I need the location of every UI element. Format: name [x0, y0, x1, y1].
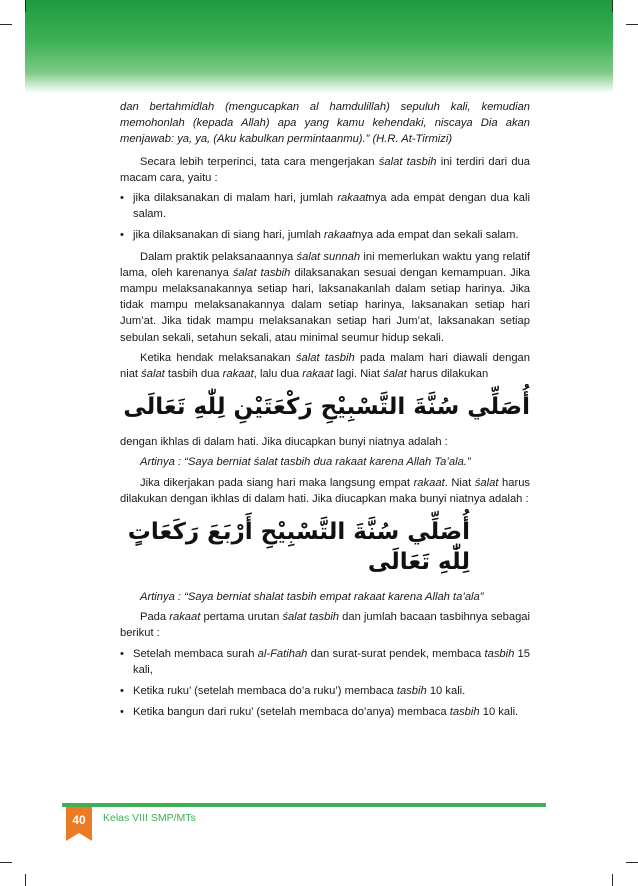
crop-mark: [25, 0, 26, 12]
paragraph-practice: Dalam praktik pelaksanaannya śalat sunnah ini memerlukan waktu yang relatif lama, oleh karenanya śalat tasbih dilaksanakan sesuai dengan kemampuan. Jika mampu melaksanakannya setiap hari, laksanakanlah dalam setiap harinya. Jika tidak mampu melaksanakannya dalam setiap harinya, laksanakan setiap hari Jum’at. Jika tidak mampu melaksanakan setiap hari Jum’at, laksanakan setiap sebulan sekali, setahun sekali, atau minimal seumur hidup sekali.: [120, 250, 531, 344]
crop-mark: [0, 24, 12, 25]
header-band: [25, 0, 613, 93]
paragraph-order: Pada rakaat pertama urutan śalat tasbih dan jumlah bacaan tasbihnya sebagai berikut :: [120, 611, 531, 640]
paragraph-sincerity: dengan ikhlas di dalam hati. Jika diucapkan bunyi niatnya adalah :: [120, 436, 448, 449]
paragraph-daytime: Jika dikerjakan pada siang hari maka langsung empat rakaat. Niat śalat harus dilakukan dengan ikhlas di dalam hati. Jika diucapkan maka bunyi niatnya adalah :: [120, 476, 531, 505]
arabic-niat-four-rakaat: أُصَلِّي سُنَّةَ التَّسْبِيْحِ أَرْبَعَ رَكَعَاتٍ لِلّٰهِ تَعَالَى: [127, 519, 470, 576]
crop-mark: [0, 862, 12, 863]
translation-two-rakaat: Artinya : “Saya berniat śalat tasbih dua rakaat karena Allah Ta’ala.”: [140, 456, 471, 469]
footer-label: Kelas VIII SMP/MTs: [103, 812, 196, 824]
translation-four-rakaat: Artinya : “Saya berniat shalat tasbih empat rakaat karena Allah ta’ala”: [140, 591, 484, 604]
hadith-quote: dan bertahmidlah (mengucapkan al hamdulillah) sepuluh kali, kemudian memohonlah (kepada Allah) apa yang kamu kehendaki, niscaya Dia akan menjawab: ya, ya, (Aku kabulkan permintaanmu).” (H.R. At-Tirmizi): [120, 101, 530, 146]
crop-mark: [612, 0, 613, 12]
footer-rule: [62, 803, 546, 807]
arabic-niat-two-rakaat: أُصَلِّي سُنَّةَ التَّسْبِيْحِ رَكْعَتَيْنِ لِلّٰهِ تَعَالَى: [123, 394, 530, 421]
crop-mark: [612, 874, 613, 886]
page-body: [120, 99, 530, 725]
paragraph-intro: Secara lebih terperinci, tata cara mengerjakan śalat tasbih ini terdiri dari dua macam cara, yaitu :: [120, 155, 531, 184]
paragraph-intention: Ketika hendak melaksanakan śalat tasbih pada malam hari diawali dengan niat śalat tasbih dua rakaat, lalu dua rakaat lagi. Niat śalat harus dilakukan: [120, 351, 531, 381]
list-item-day: • jika dilaksanakan di siang hari, jumlah rakaatnya ada empat dan sekali salam.: [120, 229, 519, 242]
list-item-after-fatihah: • Setelah membaca surah al-Fatihah dan surat-surat pendek, membaca tasbih 15 kali,: [120, 647, 530, 676]
list-item-night: • jika dilaksanakan di malam hari, jumlah rakaatnya ada empat dengan dua kali salam.: [120, 192, 530, 221]
crop-mark: [626, 24, 638, 25]
crop-mark: [626, 862, 638, 863]
list-item-after-ruku: • Ketika bangun dari ruku’ (setelah membaca do’anya) membaca tasbih 10 kali.: [120, 706, 519, 719]
crop-mark: [25, 874, 26, 886]
page-badge-tail: [66, 833, 92, 841]
page-number: 40: [66, 807, 92, 833]
list-item-ruku: • Ketika ruku’ (setelah membaca do’a ruku’) membaca tasbih 10 kali.: [120, 685, 466, 698]
